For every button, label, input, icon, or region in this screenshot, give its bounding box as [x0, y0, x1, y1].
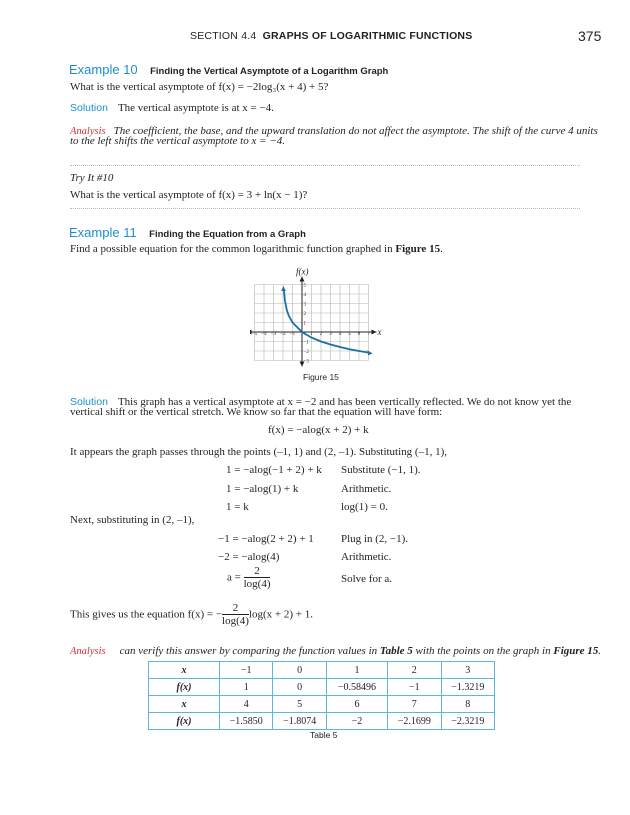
- try-it-question: What is the vertical asymptote of f(x) = 3 + ln(x − 1)?: [70, 189, 308, 201]
- row-header: x: [149, 662, 220, 679]
- example-10-solution: [70, 98, 274, 116]
- step-equation: −2 = −alog(4): [218, 551, 280, 563]
- result-text: log(x + 2) + 1.: [248, 608, 313, 621]
- solution-text: This graph has a vertical asymptote at x = −2 and has been vertically reflected. We do not know yet the: [117, 396, 572, 408]
- table-cell: 3: [441, 662, 494, 679]
- y-tick-label: 4: [303, 293, 306, 298]
- table-cell: 4: [220, 696, 273, 713]
- step-equation: −1 = −alog(2 + 2) + 1: [218, 533, 314, 545]
- equation-lhs: a =: [227, 571, 241, 584]
- result-equation: [70, 603, 313, 627]
- denominator: log(4): [243, 578, 271, 590]
- function-curve: [284, 291, 369, 353]
- section-title: GRAPHS OF LOGARITHMIC FUNCTIONS: [262, 30, 473, 42]
- table-cell: 0: [273, 679, 326, 696]
- figure-reference[interactable]: Figure 15: [553, 645, 599, 657]
- table-cell: −1.8074: [273, 713, 326, 730]
- example-11-prompt: [70, 243, 443, 255]
- analysis-text-part: can verify this answer by comparing the function values in: [119, 645, 380, 657]
- table-cell: 5: [273, 696, 326, 713]
- row-header: x: [149, 696, 220, 713]
- table-row: [149, 713, 495, 730]
- table-cell: 7: [388, 696, 441, 713]
- x-axis-arrow: [372, 330, 377, 335]
- table-reference[interactable]: Table 5: [379, 645, 413, 657]
- page-number: 375: [578, 28, 602, 44]
- example-label: Example 11: [69, 225, 137, 240]
- step-note: Arithmetic.: [341, 483, 392, 495]
- y-tick-label: −2: [303, 350, 309, 355]
- y-tick-label: −3: [303, 359, 309, 365]
- divider: [70, 165, 580, 166]
- step-note: Arithmetic.: [341, 551, 392, 563]
- example-10-question: What is the vertical asymptote of f(x) = −2log₃(x + 4) + 5?: [70, 81, 329, 93]
- prompt-punct: .: [440, 243, 443, 255]
- prompt-text: Find a possible equation for the common logarithmic function graphed in: [70, 243, 396, 255]
- curve-arrow: [281, 286, 286, 291]
- step-equation: 1 = −alog(1) + k: [226, 483, 299, 495]
- table-row: [149, 662, 495, 679]
- analysis-label: Analysis: [70, 126, 106, 137]
- row-header: f(x): [149, 713, 220, 730]
- numerator: 2: [222, 603, 249, 615]
- x-tick-label: −2: [280, 332, 286, 337]
- x-tick-label: 7: [367, 332, 370, 337]
- running-header: [190, 30, 472, 42]
- table-row: [149, 696, 495, 713]
- table-cell: −0.58496: [326, 679, 387, 696]
- table-cell: 8: [441, 696, 494, 713]
- figure-reference[interactable]: Figure 15: [395, 243, 441, 255]
- figure-caption: Figure 15: [303, 372, 339, 382]
- x-tick-label: 1: [310, 332, 313, 337]
- table-cell: 2: [388, 662, 441, 679]
- table-cell: −1.5850: [220, 713, 273, 730]
- analysis-text-line2: to the left shifts the vertical asymptote to x = −4.: [70, 135, 285, 147]
- analysis-label: Analysis: [70, 646, 106, 657]
- y-tick-label: 3: [303, 302, 306, 308]
- x-tick-label: −4: [261, 332, 267, 337]
- table-cell: −2: [326, 713, 387, 730]
- step-note: Plug in (2, −1).: [341, 533, 409, 545]
- table-cell: −1: [388, 679, 441, 696]
- solution-label: Solution: [70, 102, 108, 114]
- y-tick-label: −1: [303, 340, 309, 346]
- next-text: Next, substituting in (2, –1),: [70, 514, 195, 526]
- solution-text-line2: vertical shift or the vertical stretch. We know so far that the equation will have form:: [70, 406, 443, 418]
- result-text: This gives us the equation f(x) = −: [70, 608, 223, 621]
- analysis-text: [120, 645, 601, 657]
- example-10-heading: [69, 61, 388, 79]
- solve-a-equation: [227, 566, 270, 590]
- fraction: [222, 603, 249, 627]
- x-tick-label: 5: [348, 332, 351, 337]
- table-cell: −1: [220, 662, 273, 679]
- example-11-analysis: [70, 641, 601, 659]
- x-tick-label: 4: [338, 332, 342, 337]
- denominator: log(4): [222, 615, 249, 627]
- table-5: [148, 661, 495, 730]
- y-axis-label: f(x): [296, 266, 309, 277]
- y-tick-label: 1: [303, 321, 306, 327]
- table-cell: 0: [273, 662, 326, 679]
- x-tick-label: 3: [329, 332, 332, 337]
- analysis-text: The coefficient, the base, and the upward translation do not affect the asymptote. The shift of the curve 4 units: [113, 125, 598, 137]
- analysis-text-part: with the points on the graph in: [412, 645, 554, 657]
- table-row: [149, 679, 495, 696]
- example-title: Finding the Vertical Asymptote of a Logarithm Graph: [150, 66, 389, 77]
- general-form-equation: f(x) = −alog(x + 2) + k: [268, 424, 369, 436]
- points-text: It appears the graph passes through the points (–1, 1) and (2, –1). Substituting (–1, 1),: [70, 446, 447, 458]
- analysis-text-part: .: [598, 645, 602, 657]
- table-cell: −2.3219: [441, 713, 494, 730]
- example-label: Example 10: [69, 62, 138, 77]
- row-header: f(x): [149, 679, 220, 696]
- try-it-label: Try It #10: [70, 172, 114, 184]
- fraction: [244, 566, 271, 590]
- step-equation: 1 = k: [226, 501, 249, 513]
- x-tick-label: −5: [251, 332, 258, 337]
- x-axis-label: x: [377, 327, 382, 337]
- example-11-heading: [69, 224, 306, 242]
- x-tick-label: 2: [319, 332, 323, 337]
- x-tick-label: 6: [357, 332, 361, 337]
- graph-ticks: [252, 284, 370, 365]
- table-cell: 6: [326, 696, 387, 713]
- divider: [70, 208, 580, 209]
- step-note: Substitute (−1, 1).: [341, 464, 421, 476]
- table-cell: 1: [220, 679, 273, 696]
- table-cell: −1.3219: [441, 679, 494, 696]
- y-tick-label: 2: [303, 312, 306, 317]
- table-caption: Table 5: [310, 730, 338, 740]
- y-axis-arrow: [300, 277, 305, 282]
- figure-15-graph: [250, 262, 395, 367]
- numerator: 2: [244, 566, 271, 578]
- step-equation: 1 = −alog(−1 + 2) + k: [226, 464, 322, 476]
- x-tick-label: −1: [289, 332, 296, 337]
- step-note: log(1) = 0.: [341, 501, 388, 513]
- solution-label: Solution: [70, 396, 108, 408]
- x-tick-label: −3: [270, 332, 277, 337]
- table-cell: −2.1699: [388, 713, 441, 730]
- solution-text: The vertical asymptote is at x = −4.: [117, 102, 274, 114]
- example-title: Finding the Equation from a Graph: [149, 229, 306, 240]
- table-cell: 1: [326, 662, 387, 679]
- section-number: SECTION 4.4: [190, 30, 257, 42]
- step-note: Solve for a.: [341, 573, 393, 585]
- y-tick-label: 5: [303, 283, 306, 289]
